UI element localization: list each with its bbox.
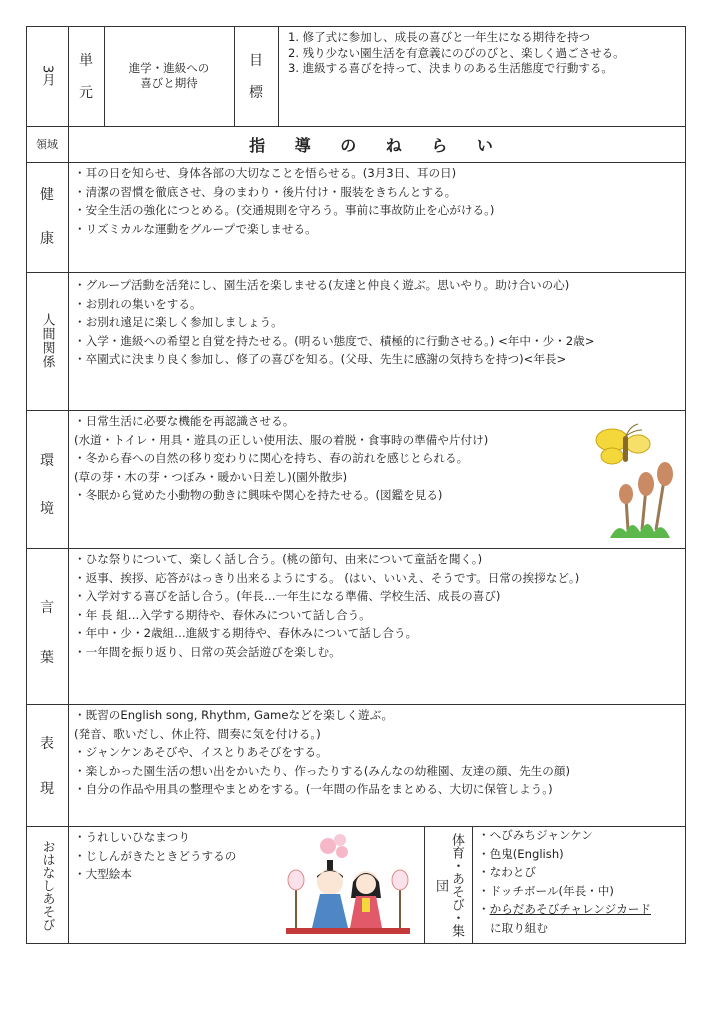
list-item: (発音、歌いだし、休止符、間奏に気を付ける。) [74,726,321,741]
plan-sheet [26,26,686,944]
emperor-doll-icon [312,860,348,928]
section-relations-body [74,276,682,369]
list-item: ・日常生活に必要な機能を再認識させる。 [74,414,295,428]
list-item: ・一年間を振り返り、日常の英会話遊びを楽しむ。 [74,644,341,659]
goal-3: 3. 進級する喜びを持って、決まりのある生活態度で行動する。 [288,61,613,75]
goals-list [288,30,682,122]
section-language-body [74,550,682,662]
empress-doll-icon [350,871,382,928]
goal-1: 1. 修了式に参加し、成長の喜びと一年生になる期待を持つ [288,30,591,44]
pe-play-label: 体育・あそび・集団 [433,833,464,937]
list-item: ・卒園式に決まり良く参加し、修了の喜びを知る。(父母、先生に感謝の気持ちを持つ)<年長> [74,352,567,367]
unit-value: 進学・進級への 喜びと期待 [128,61,210,90]
domain-label: 領域 [36,138,58,151]
sprout-icon [610,462,673,538]
story-play-list [74,828,294,884]
list-item: ・冬眠から覚めた小動物の動きに興味や関心を持たせる。(図鑑を見る) [74,488,443,503]
section-health-body [74,164,682,238]
lantern-icon [288,870,408,928]
list-item: ・へびみちジャンケン [478,828,593,842]
section-expression-label: 表 現 [40,735,54,797]
peach-blossom-icon [320,834,348,858]
list-item: に取り組む [490,920,548,935]
goal-2: 2. 残り少ない園生活を有意義にのびのびと、楽しく過ごさせる。 [288,45,625,60]
section-expression-body [74,706,682,799]
list-item: ・既習のEnglish song, Rhythm, Gameなどを楽しく遊ぶ。 [74,708,394,722]
section-environment-body [74,412,594,505]
list-item: ・大型絵本 [74,867,132,882]
butterfly-icon [596,424,650,464]
list-item: ・入学・進級への希望と自覚を持たせる。(明るい態度で、積極的に行動させる。) <年中・少・2歳> [74,333,595,348]
list-item: ・からだあそびチャレンジカード [478,902,651,917]
month: 3月 [39,65,55,87]
list-item: ・じしんがきたときどうするの [74,848,237,863]
list-item: ・年 長 組…入学する期待や、春休みについて話し合う。 [74,607,371,622]
section-health-label: 健 康 [40,187,54,247]
list-item: ・冬から春への自然の移り変わりに関心を持ち、春の訪れを感じとられる。 [74,451,469,466]
list-item: (草の芽・木の芽・つぼみ・暖かい日差し)(園外散歩) [74,469,348,484]
aims-title: 指 導 の ね ら い [249,135,505,155]
month-cell [26,26,68,126]
list-item: ・自分の作品や用具の整理やまとめをする。(一年間の作品をまとめる、大切に保管しよう。) [74,782,553,797]
section-environment-label: 環 境 [40,453,54,517]
list-item: ・ドッチボール(年長・中) [478,883,614,898]
list-item: ・なわとび [478,865,536,880]
section-language-label: 言 葉 [40,600,54,666]
list-item: ・ジャンケンあそびや、イスとりあそびをする。 [74,745,328,760]
list-item: ・安全生活の強化につとめる。(交通規則を守ろう。事前に事故防止を心がける。) [74,203,495,218]
list-item: ・グループ活動を活発にし、園生活を楽しませる(友達と仲良く遊ぶ。思いやり。助け合いの心) [74,278,570,292]
list-item: ・リズミカルな運動をグループで楽しませる。 [74,221,317,236]
challenge-card-text: からだあそびチャレンジカード [489,902,651,917]
list-item: ・お別れ遠足に楽しく参加しましょう。 [74,315,283,330]
list-item: ・色鬼(English) [478,846,564,861]
list-item: ・入学対する喜びを話し合う。(年長…一年生になる準備、学校生活、成長の喜び) [74,589,501,604]
list-item: ・楽しかった園生活の想い出をかいたり、作ったりする(みんなの幼稚園、友達の顔、先生の顔) [74,763,570,778]
list-item: ・年中・少・2歳組…進級する期待や、春休みについて話し合う。 [74,626,418,641]
list-item: ・耳の日を知らせ、身体各部の大切なことを悟らせる。(3月3日、耳の日) [74,166,457,180]
goal-label: 目 標 [249,53,263,101]
list-item: ・清潔の習慣を徹底させ、身のまわり・後片付け・服装をきちんとする。 [74,184,457,199]
section-relations-label: 人間関係 [39,313,55,369]
list-item: (水道・トイレ・用具・遊具の正しい使用法、服の着脱・食事時の準備や片付け) [74,432,489,447]
unit-label: 単 元 [79,53,93,101]
list-item: ・ひな祭りについて、楽しく話し合う。(桃の節句、由来について童話を聞く。) [74,552,483,566]
story-play-label: おはなしあそび [39,839,55,931]
list-item: ・うれしいひなまつり [74,830,190,844]
pe-play-list [478,826,682,938]
list-item: ・お別れの集いをする。 [74,296,202,311]
hina-dolls-illustration [284,832,412,936]
list-item: ・返事、挨拶、応答がはっきり出来るようにする。 (はい、いいえ、そうです。日常の挨拶など。) [74,570,580,585]
butterfly-sprouts-illustration [582,418,682,542]
